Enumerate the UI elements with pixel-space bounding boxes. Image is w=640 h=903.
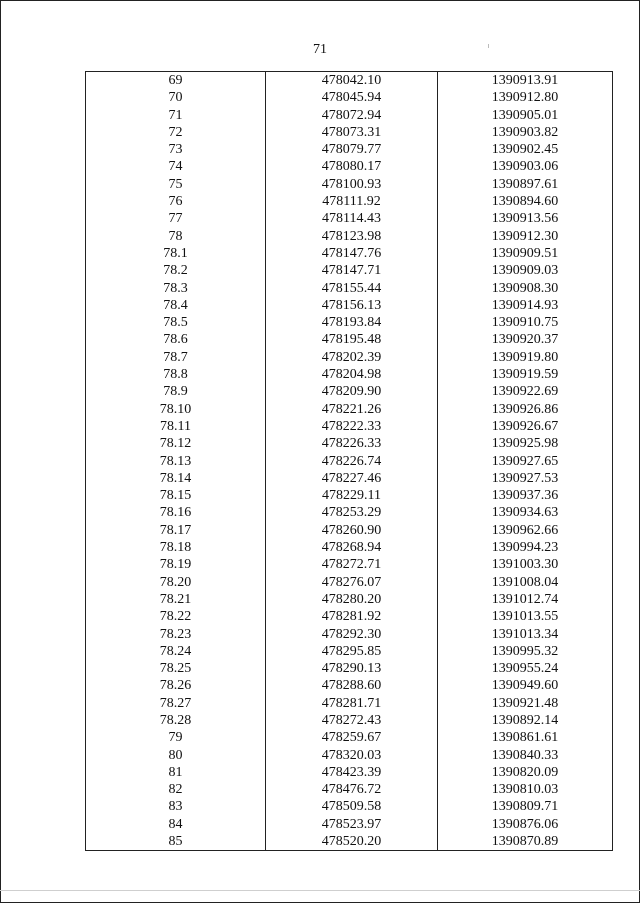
x-coordinate-cell: 478259.67 <box>266 729 438 746</box>
point-number-cell: 81 <box>86 764 266 781</box>
y-coordinate-cell: 1390913.56 <box>438 210 613 227</box>
x-coordinate-cell: 478202.39 <box>266 349 438 366</box>
y-coordinate-cell: 1390894.60 <box>438 193 613 210</box>
x-coordinate-cell: 478100.93 <box>266 176 438 193</box>
y-coordinate-cell: 1390912.30 <box>438 228 613 245</box>
table-row <box>86 833 613 851</box>
page-number: 71 <box>313 42 327 57</box>
table-row <box>86 435 613 452</box>
x-coordinate-cell: 478260.90 <box>266 522 438 539</box>
y-coordinate-cell: 1391003.30 <box>438 556 613 573</box>
x-coordinate-cell: 478520.20 <box>266 833 438 851</box>
y-coordinate-cell: 1390920.37 <box>438 331 613 348</box>
coordinates-table <box>85 71 613 851</box>
point-number-cell: 78.11 <box>86 418 266 435</box>
table-row <box>86 539 613 556</box>
point-number-cell: 79 <box>86 729 266 746</box>
table-row <box>86 747 613 764</box>
table-row <box>86 418 613 435</box>
y-coordinate-cell: 1390919.59 <box>438 366 613 383</box>
x-coordinate-cell: 478111.92 <box>266 193 438 210</box>
point-number-cell: 76 <box>86 193 266 210</box>
x-coordinate-cell: 478193.84 <box>266 314 438 331</box>
y-coordinate-cell: 1390892.14 <box>438 712 613 729</box>
table-row <box>86 72 613 90</box>
x-coordinate-cell: 478195.48 <box>266 331 438 348</box>
y-coordinate-cell: 1390912.80 <box>438 89 613 106</box>
table-row <box>86 245 613 262</box>
y-coordinate-cell: 1390861.61 <box>438 729 613 746</box>
y-coordinate-cell: 1390876.06 <box>438 816 613 833</box>
table-row <box>86 764 613 781</box>
table-row <box>86 176 613 193</box>
table-row <box>86 574 613 591</box>
y-coordinate-cell: 1390913.91 <box>438 72 613 90</box>
table-row <box>86 280 613 297</box>
point-number-cell: 69 <box>86 72 266 90</box>
point-number-cell: 78.19 <box>86 556 266 573</box>
table-row <box>86 522 613 539</box>
y-coordinate-cell: 1390934.63 <box>438 504 613 521</box>
y-coordinate-cell: 1390925.98 <box>438 435 613 452</box>
point-number-cell: 78.3 <box>86 280 266 297</box>
point-number-cell: 78.12 <box>86 435 266 452</box>
x-coordinate-cell: 478073.31 <box>266 124 438 141</box>
table-row <box>86 504 613 521</box>
x-coordinate-cell: 478080.17 <box>266 158 438 175</box>
point-number-cell: 74 <box>86 158 266 175</box>
table-row <box>86 781 613 798</box>
point-number-cell: 78.4 <box>86 297 266 314</box>
point-number-cell: 78.25 <box>86 660 266 677</box>
y-coordinate-cell: 1390919.80 <box>438 349 613 366</box>
point-number-cell: 78.15 <box>86 487 266 504</box>
x-coordinate-cell: 478290.13 <box>266 660 438 677</box>
x-coordinate-cell: 478147.71 <box>266 262 438 279</box>
point-number-cell: 78.1 <box>86 245 266 262</box>
y-coordinate-cell: 1390921.48 <box>438 695 613 712</box>
y-coordinate-cell: 1390927.65 <box>438 453 613 470</box>
table-row <box>86 677 613 694</box>
x-coordinate-cell: 478280.20 <box>266 591 438 608</box>
point-number-cell: 77 <box>86 210 266 227</box>
x-coordinate-cell: 478268.94 <box>266 539 438 556</box>
table-row <box>86 228 613 245</box>
scan-footer-line <box>0 890 640 891</box>
y-coordinate-cell: 1390870.89 <box>438 833 613 851</box>
x-coordinate-cell: 478209.90 <box>266 383 438 400</box>
y-coordinate-cell: 1390820.09 <box>438 764 613 781</box>
point-number-cell: 78.22 <box>86 608 266 625</box>
y-coordinate-cell: 1390810.03 <box>438 781 613 798</box>
point-number-cell: 82 <box>86 781 266 798</box>
table-row <box>86 643 613 660</box>
point-number-cell: 78.9 <box>86 383 266 400</box>
y-coordinate-cell: 1390949.60 <box>438 677 613 694</box>
scan-mark <box>488 44 489 48</box>
x-coordinate-cell: 478221.26 <box>266 401 438 418</box>
x-coordinate-cell: 478114.43 <box>266 210 438 227</box>
y-coordinate-cell: 1390937.36 <box>438 487 613 504</box>
table-row <box>86 331 613 348</box>
table-row <box>86 349 613 366</box>
table-row <box>86 124 613 141</box>
x-coordinate-cell: 478229.11 <box>266 487 438 504</box>
point-number-cell: 73 <box>86 141 266 158</box>
y-coordinate-cell: 1391012.74 <box>438 591 613 608</box>
x-coordinate-cell: 478523.97 <box>266 816 438 833</box>
table-row <box>86 366 613 383</box>
table-row <box>86 107 613 124</box>
x-coordinate-cell: 478204.98 <box>266 366 438 383</box>
x-coordinate-cell: 478272.43 <box>266 712 438 729</box>
y-coordinate-cell: 1390909.03 <box>438 262 613 279</box>
x-coordinate-cell: 478156.13 <box>266 297 438 314</box>
x-coordinate-cell: 478147.76 <box>266 245 438 262</box>
point-number-cell: 78.7 <box>86 349 266 366</box>
x-coordinate-cell: 478226.74 <box>266 453 438 470</box>
y-coordinate-cell: 1390995.32 <box>438 643 613 660</box>
table-row <box>86 401 613 418</box>
table-row <box>86 798 613 815</box>
y-coordinate-cell: 1391013.34 <box>438 626 613 643</box>
y-coordinate-cell: 1390905.01 <box>438 107 613 124</box>
point-number-cell: 78.26 <box>86 677 266 694</box>
y-coordinate-cell: 1390927.53 <box>438 470 613 487</box>
point-number-cell: 71 <box>86 107 266 124</box>
y-coordinate-cell: 1390922.69 <box>438 383 613 400</box>
table-row <box>86 383 613 400</box>
table-row <box>86 297 613 314</box>
table-row <box>86 453 613 470</box>
point-number-cell: 78.10 <box>86 401 266 418</box>
y-coordinate-cell: 1390897.61 <box>438 176 613 193</box>
table-row <box>86 314 613 331</box>
point-number-cell: 70 <box>86 89 266 106</box>
x-coordinate-cell: 478292.30 <box>266 626 438 643</box>
point-number-cell: 72 <box>86 124 266 141</box>
point-number-cell: 78.6 <box>86 331 266 348</box>
y-coordinate-cell: 1390962.66 <box>438 522 613 539</box>
table-row <box>86 660 613 677</box>
x-coordinate-cell: 478423.39 <box>266 764 438 781</box>
point-number-cell: 78.27 <box>86 695 266 712</box>
y-coordinate-cell: 1390809.71 <box>438 798 613 815</box>
table-row <box>86 470 613 487</box>
y-coordinate-cell: 1390955.24 <box>438 660 613 677</box>
point-number-cell: 85 <box>86 833 266 851</box>
table-row <box>86 193 613 210</box>
x-coordinate-cell: 478476.72 <box>266 781 438 798</box>
table-row <box>86 141 613 158</box>
x-coordinate-cell: 478272.71 <box>266 556 438 573</box>
table-row <box>86 591 613 608</box>
y-coordinate-cell: 1390909.51 <box>438 245 613 262</box>
x-coordinate-cell: 478509.58 <box>266 798 438 815</box>
point-number-cell: 84 <box>86 816 266 833</box>
x-coordinate-cell: 478042.10 <box>266 72 438 90</box>
point-number-cell: 78.8 <box>86 366 266 383</box>
table-row <box>86 89 613 106</box>
table-row <box>86 487 613 504</box>
point-number-cell: 78.14 <box>86 470 266 487</box>
y-coordinate-cell: 1391008.04 <box>438 574 613 591</box>
table-row <box>86 695 613 712</box>
point-number-cell: 78.17 <box>86 522 266 539</box>
point-number-cell: 78.5 <box>86 314 266 331</box>
y-coordinate-cell: 1390926.67 <box>438 418 613 435</box>
point-number-cell: 78.24 <box>86 643 266 660</box>
point-number-cell: 80 <box>86 747 266 764</box>
point-number-cell: 78.23 <box>86 626 266 643</box>
point-number-cell: 83 <box>86 798 266 815</box>
table-row <box>86 158 613 175</box>
x-coordinate-cell: 478281.92 <box>266 608 438 625</box>
point-number-cell: 78.28 <box>86 712 266 729</box>
table-row <box>86 556 613 573</box>
x-coordinate-cell: 478320.03 <box>266 747 438 764</box>
table-row <box>86 262 613 279</box>
table-row <box>86 816 613 833</box>
x-coordinate-cell: 478253.29 <box>266 504 438 521</box>
y-coordinate-cell: 1390903.82 <box>438 124 613 141</box>
x-coordinate-cell: 478155.44 <box>266 280 438 297</box>
y-coordinate-cell: 1390840.33 <box>438 747 613 764</box>
x-coordinate-cell: 478045.94 <box>266 89 438 106</box>
y-coordinate-cell: 1390994.23 <box>438 539 613 556</box>
y-coordinate-cell: 1391013.55 <box>438 608 613 625</box>
y-coordinate-cell: 1390914.93 <box>438 297 613 314</box>
point-number-cell: 78.13 <box>86 453 266 470</box>
y-coordinate-cell: 1390908.30 <box>438 280 613 297</box>
point-number-cell: 78.18 <box>86 539 266 556</box>
x-coordinate-cell: 478072.94 <box>266 107 438 124</box>
x-coordinate-cell: 478226.33 <box>266 435 438 452</box>
x-coordinate-cell: 478079.77 <box>266 141 438 158</box>
point-number-cell: 78.2 <box>86 262 266 279</box>
point-number-cell: 78.21 <box>86 591 266 608</box>
point-number-cell: 78 <box>86 228 266 245</box>
x-coordinate-cell: 478222.33 <box>266 418 438 435</box>
point-number-cell: 75 <box>86 176 266 193</box>
point-number-cell: 78.16 <box>86 504 266 521</box>
point-number-cell: 78.20 <box>86 574 266 591</box>
x-coordinate-cell: 478227.46 <box>266 470 438 487</box>
x-coordinate-cell: 478276.07 <box>266 574 438 591</box>
table-row <box>86 729 613 746</box>
coordinates-table-body <box>86 72 613 851</box>
x-coordinate-cell: 478288.60 <box>266 677 438 694</box>
table-row <box>86 608 613 625</box>
y-coordinate-cell: 1390902.45 <box>438 141 613 158</box>
y-coordinate-cell: 1390903.06 <box>438 158 613 175</box>
y-coordinate-cell: 1390926.86 <box>438 401 613 418</box>
y-coordinate-cell: 1390910.75 <box>438 314 613 331</box>
x-coordinate-cell: 478295.85 <box>266 643 438 660</box>
x-coordinate-cell: 478123.98 <box>266 228 438 245</box>
table-row <box>86 626 613 643</box>
table-row <box>86 210 613 227</box>
x-coordinate-cell: 478281.71 <box>266 695 438 712</box>
table-row <box>86 712 613 729</box>
